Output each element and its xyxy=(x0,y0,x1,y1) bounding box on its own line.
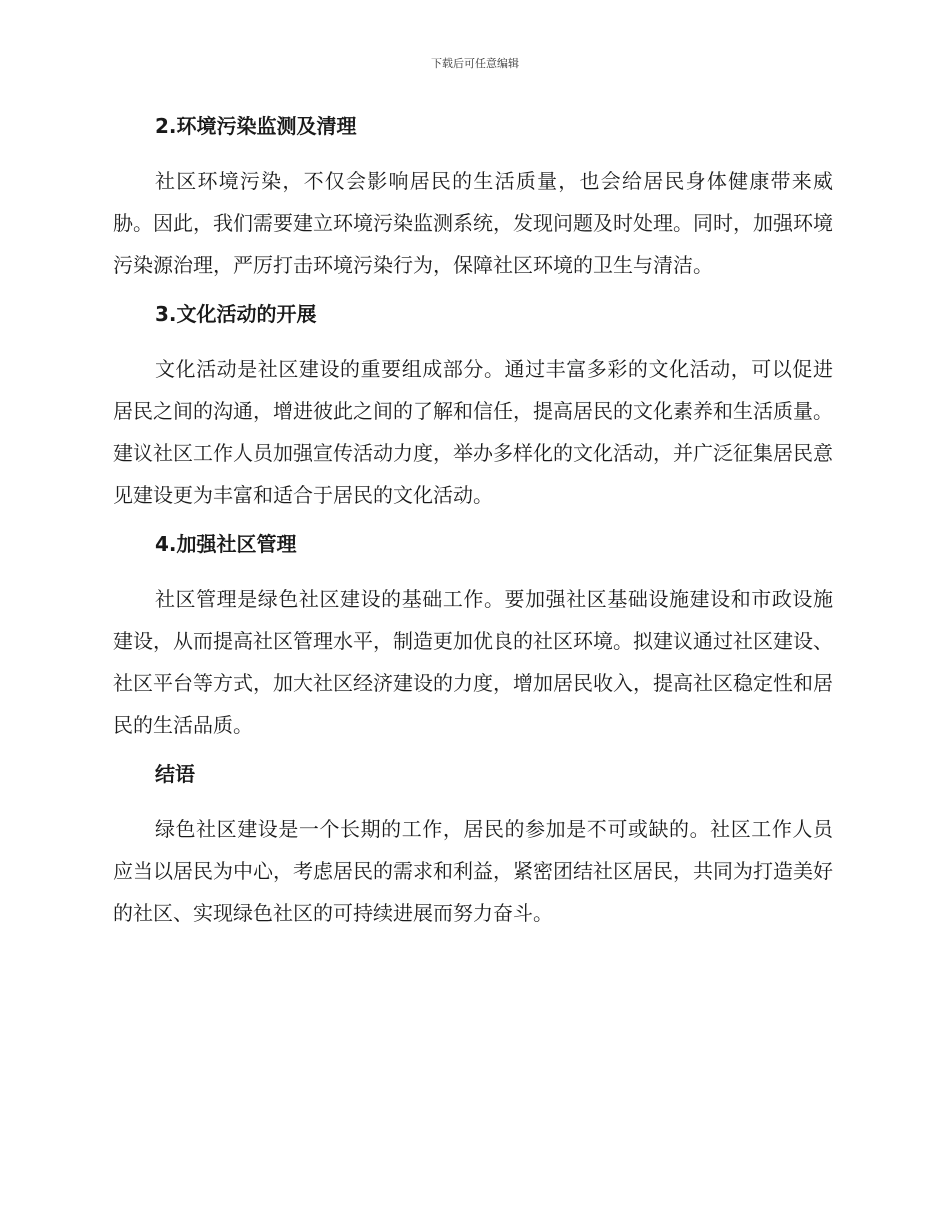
page-header: 下载后可任意编辑 xyxy=(431,57,519,70)
section-heading-pollution: 2.环境污染监测及清理 xyxy=(155,114,357,138)
section-paragraph-management: 社区管理是绿色社区建设的基础工作。要加强社区基础设施建设和市政设施建设，从而提高社区管理水平，制造更加优良的社区环境。拟建议通过社区建设、社区平台等方式，加大社区经济建设的力度，增加居民收入，提高社区稳定性和居民的生活品质。 xyxy=(113,587,833,737)
document-body xyxy=(113,112,833,948)
section-heading-culture: 3.文化活动的开展 xyxy=(155,302,317,326)
section-paragraph-conclusion: 绿色社区建设是一个长期的工作，居民的参加是不可或缺的。社区工作人员应当以居民为中心，考虑居民的需求和利益，紧密团结社区居民，共同为打造美好的社区、实现绿色社区的可持续进展而努力奋斗。 xyxy=(113,817,833,925)
section-heading-management: 4.加强社区管理 xyxy=(155,532,297,556)
section-paragraph-culture: 文化活动是社区建设的重要组成部分。通过丰富多彩的文化活动，可以促进居民之间的沟通，增进彼此之间的了解和信任，提高居民的文化素养和生活质量。建议社区工作人员加强宣传活动力度，举办多样化的文化活动，并广泛征集居民意见建设更为丰富和适合于居民的文化活动。 xyxy=(113,357,833,507)
section-heading-conclusion: 结语 xyxy=(155,762,195,786)
section-paragraph-pollution: 社区环境污染，不仅会影响居民的生活质量，也会给居民身体健康带来威胁。因此，我们需要建立环境污染监测系统，发现问题及时处理。同时，加强环境污染源治理，严厉打击环境污染行为，保障社区环境的卫生与清洁。 xyxy=(113,169,833,277)
